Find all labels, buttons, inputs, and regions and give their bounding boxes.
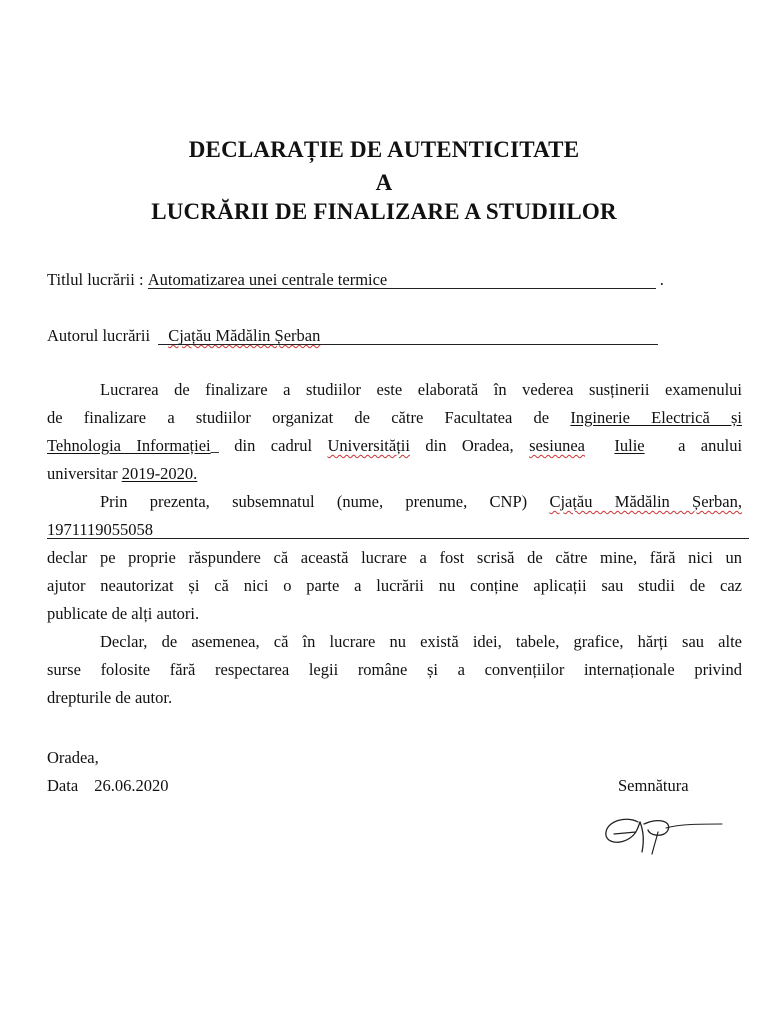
faculty-name-part2: Tehnologia Informației	[47, 436, 211, 455]
thesis-title-value: Automatizarea unei centrale termice	[147, 270, 388, 289]
p1-row4	[47, 460, 742, 488]
p1-row3-text2: din Oradea,	[425, 436, 514, 455]
p3-row2: surse folosite fără respectarea legii române și a convențiilor internaționale privind	[47, 660, 742, 679]
place-label: Oradea,	[47, 748, 99, 767]
p1-row2-text: de finalizare a studiilor organizat de către Facultatea de	[47, 408, 550, 427]
p2-row1	[47, 488, 742, 516]
p2-row4: ajutor neautorizat și că nici o parte a lucrării nu conține aplicații sau studii de caz	[47, 576, 742, 595]
doc-title-line3: LUCRĂRII DE FINALIZARE A STUDIILOR	[151, 199, 617, 224]
academic-year: 2019-2020.	[121, 464, 198, 483]
cnp-field	[47, 521, 749, 539]
p1-row2	[47, 404, 742, 432]
p1-row4-text: universitar	[47, 464, 118, 483]
paragraph-3	[47, 628, 742, 712]
p3-row1: Declar, de asemenea, că în lucrare nu există idei, tabele, grafice, hărți sau alte	[100, 632, 742, 651]
thesis-title-label: Titlul lucrării :	[47, 270, 144, 289]
paragraph-2	[47, 488, 742, 628]
date-label: Data	[47, 776, 79, 795]
author-row	[47, 326, 658, 346]
paragraph-1	[47, 376, 742, 488]
doc-title-line1: DECLARAȚIE DE AUTENTICITATE	[188, 137, 580, 162]
signature-label: Semnătura	[618, 776, 689, 795]
author-value: Cjațău Mădălin Șerban	[168, 326, 321, 345]
p2-row5: publicate de alți autori.	[47, 604, 200, 623]
author-label: Autorul lucrării	[47, 326, 151, 345]
p1-row3-text1: _ din cadrul	[210, 436, 313, 455]
thesis-title-end: .	[659, 270, 664, 289]
faculty-name-part1: Inginerie Electrică și	[570, 408, 743, 427]
session-month: Iulie	[614, 436, 645, 455]
doc-title-line2: A	[375, 170, 393, 195]
university-word: Universității	[327, 436, 410, 455]
date-value: 26.06.2020	[94, 776, 169, 795]
author-field	[158, 327, 658, 345]
p1-row3-text3: a anului	[678, 436, 743, 455]
thesis-title-field	[148, 271, 656, 289]
p2-row3: declar pe proprie răspundere că această lucrare a fost scrisă de către mine, fără nici un	[47, 548, 742, 567]
signee-name: Cjațău Mădălin Șerban,	[549, 492, 743, 511]
p3-row3: drepturile de autor.	[47, 688, 173, 707]
cnp-value: 1971119055058	[47, 520, 154, 539]
handwritten-signature	[600, 812, 725, 857]
thesis-title-row	[47, 270, 664, 290]
p1-row3	[47, 432, 742, 460]
p2-row1-text: Prin prezenta, subsemnatul (nume, prenume, CNP)	[100, 492, 528, 511]
date-row	[47, 776, 169, 796]
p2-row2	[47, 516, 742, 544]
session-word: sesiunea	[529, 436, 585, 455]
p1-row1: Lucrarea de finalizare a studiilor este elaborată în vederea susținerii examenului	[100, 380, 742, 399]
